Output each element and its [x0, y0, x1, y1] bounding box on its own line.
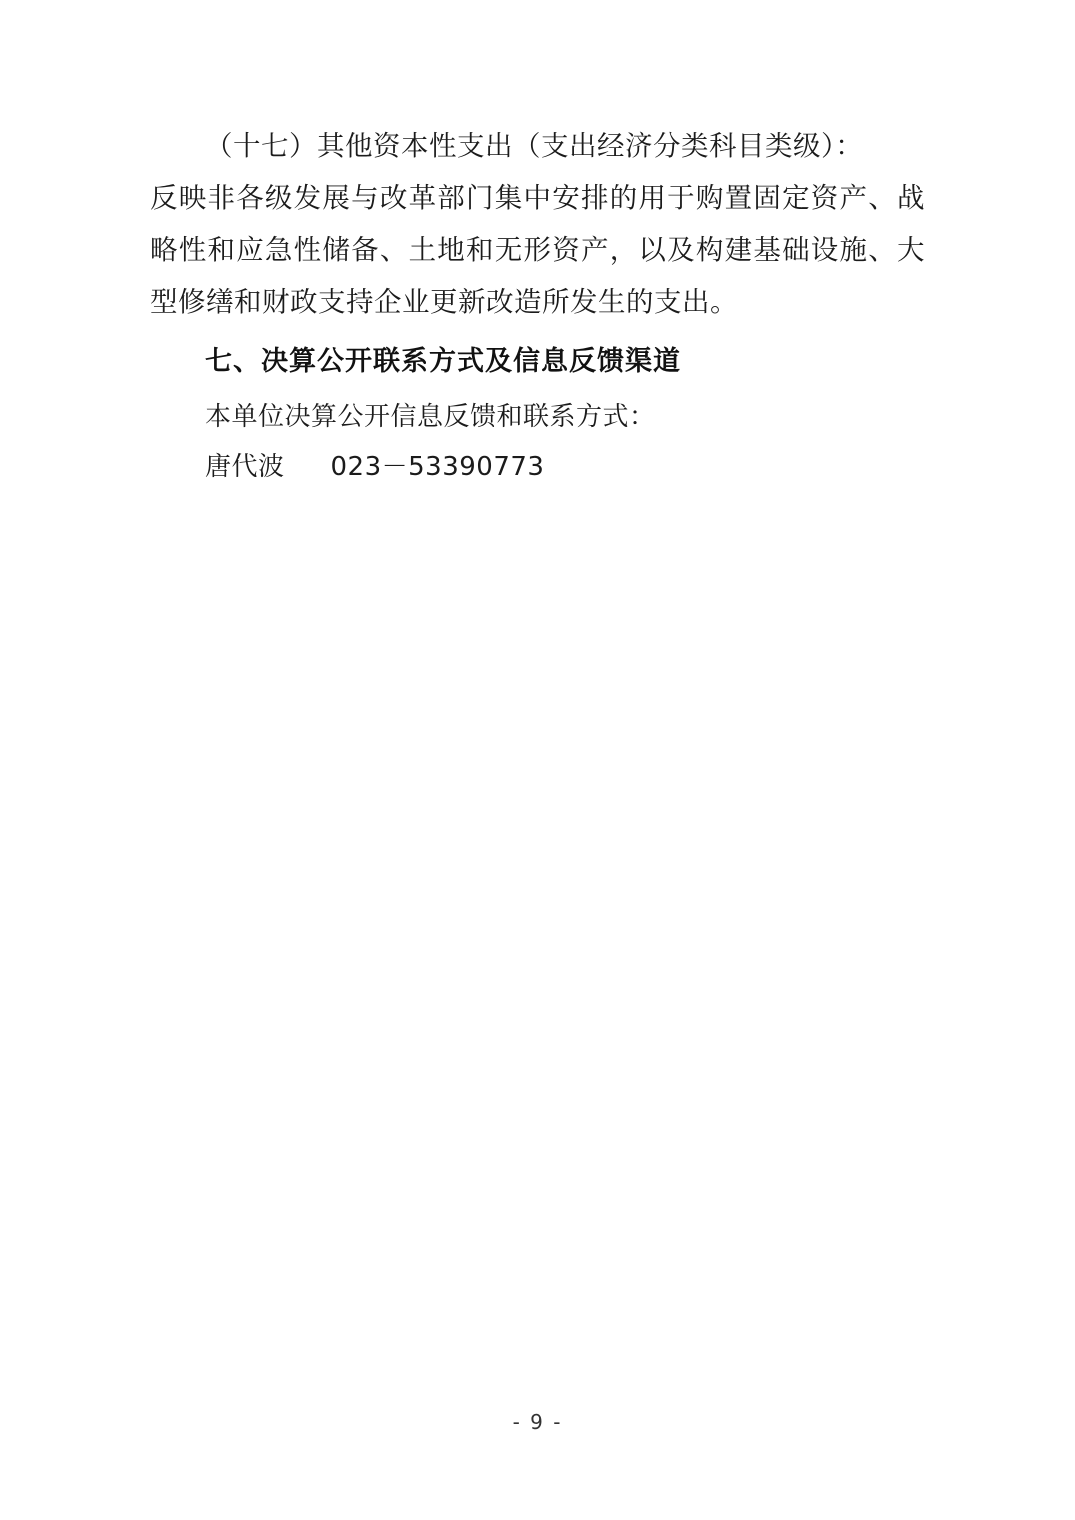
page-number: - 9 -: [512, 1410, 563, 1434]
section-paragraph: [150, 120, 925, 328]
section-body-text: 反映非各级发展与改革部门集中安排的用于购置固定资产、战略性和应急性储备、土地和无形资产，以及构建基础设施、大型修缮和财政支持企业更新改造所发生的支出。: [150, 182, 925, 318]
contact-person-name: 唐代波: [205, 452, 285, 482]
contact-intro: 本单位决算公开信息反馈和联系方式：: [205, 402, 656, 432]
contact-phone-number: 023－53390773: [330, 452, 545, 482]
section-title: （十七）其他资本性支出（支出经济分类科目类级）：: [205, 130, 864, 162]
contact-row: [150, 442, 925, 492]
heading-seven: 七、决算公开联系方式及信息反馈渠道: [205, 346, 681, 377]
content-block: [150, 120, 925, 492]
